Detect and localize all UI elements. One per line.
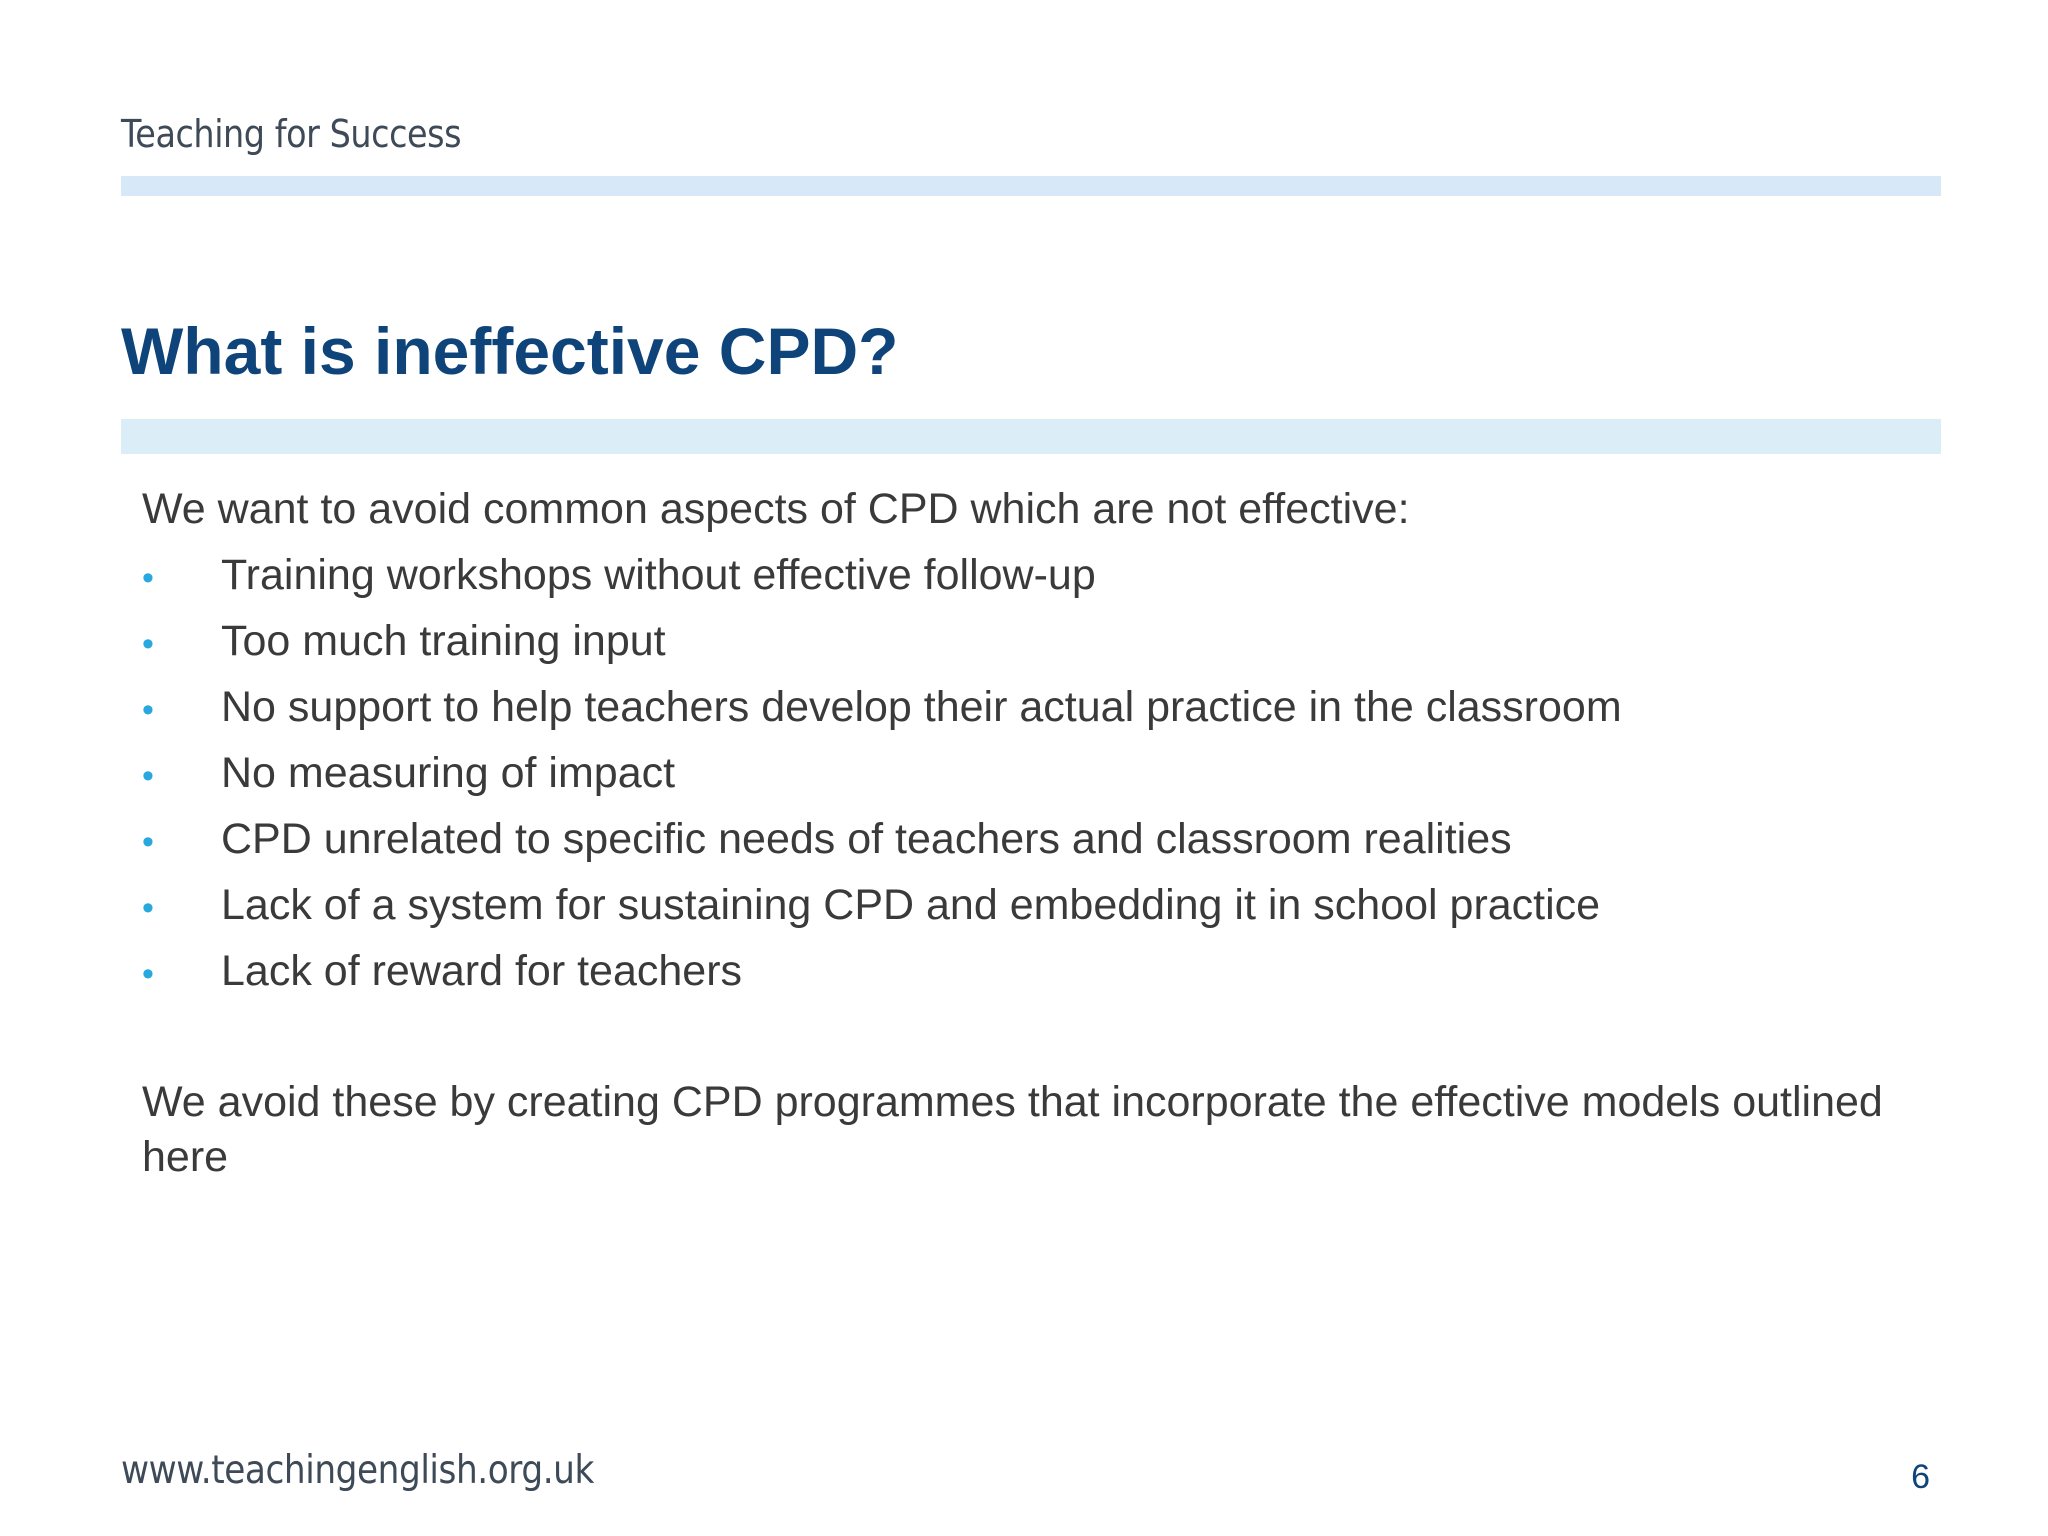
footer-url: www.teachingenglish.org.uk (121, 1448, 594, 1493)
list-item (142, 614, 1622, 680)
bullet-list (142, 548, 1622, 1010)
bullet-icon: • (142, 955, 154, 993)
list-item-text: CPD unrelated to specific needs of teachers and classroom realities (221, 815, 1512, 863)
bullet-icon: • (142, 889, 154, 927)
brand-logo-text: Teaching for Success (121, 112, 462, 156)
list-item (142, 878, 1622, 944)
list-item-text: No support to help teachers develop their actual practice in the classroom (221, 683, 1622, 731)
header-divider (121, 176, 1941, 196)
list-item (142, 944, 1622, 1010)
bullet-icon: • (142, 625, 154, 663)
list-item-text: Lack of reward for teachers (221, 947, 743, 995)
page-number: 6 (1911, 1458, 1930, 1496)
list-item (142, 746, 1622, 812)
bullet-icon: • (142, 559, 154, 597)
intro-text: We want to avoid common aspects of CPD which are not effective: (142, 485, 1410, 533)
bullet-icon: • (142, 691, 154, 729)
list-item (142, 812, 1622, 878)
list-item-text: Lack of a system for sustaining CPD and embedding it in school practice (221, 881, 1601, 929)
bullet-icon: • (142, 823, 154, 861)
slide-title: What is ineffective CPD? (121, 314, 899, 388)
bullet-icon: • (142, 757, 154, 795)
list-item-text: No measuring of impact (221, 749, 676, 797)
list-item (142, 548, 1622, 614)
list-item (142, 680, 1622, 746)
title-divider (121, 419, 1941, 454)
closing-text: We avoid these by creating CPD programmes that incorporate the effective models outlined here (142, 1078, 1883, 1181)
list-item-text: Too much training input (221, 617, 666, 665)
list-item-text: Training workshops without effective follow-up (221, 551, 1096, 599)
